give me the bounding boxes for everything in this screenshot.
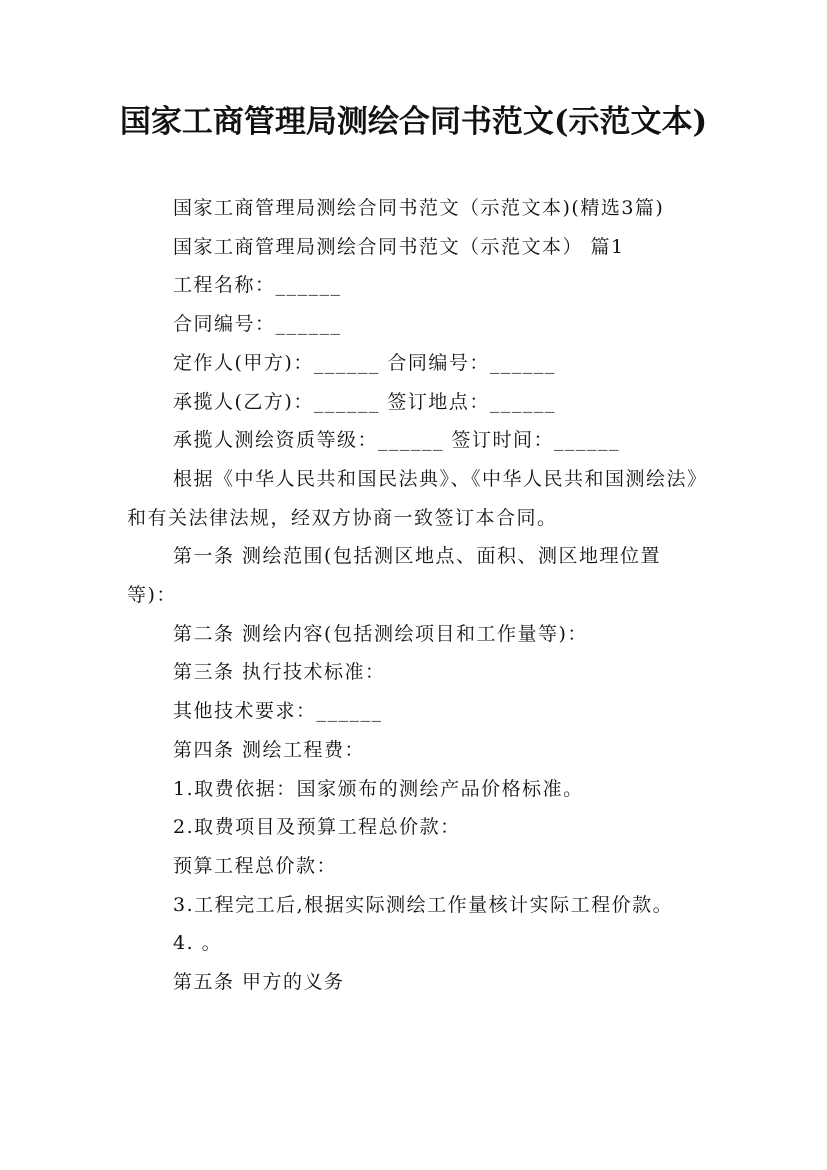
paragraph-article-5: 第五条 甲方的义务	[173, 971, 345, 994]
paragraph-section-heading: 国家工商管理局测绘合同书范文（示范文本） 篇1	[173, 235, 625, 258]
paragraph-intro: 国家工商管理局测绘合同书范文（示范文本)(精选3篇)	[173, 197, 665, 219]
paragraph-other-requirements: 其他技术要求：______	[173, 700, 383, 723]
paragraph-legal-basis: 根据《中华人民共和国民法典》、《中华人民共和国测绘法》和有关法律法规，经双方协商一致签订本合同。	[127, 467, 699, 529]
document-body	[127, 189, 707, 1002]
paragraph-party-a: 定作人(甲方)：______ 合同编号：______	[173, 351, 556, 374]
paragraph-budget-total: 预算工程总价款：	[173, 854, 338, 877]
paragraph-item-4: 4. 。	[173, 932, 223, 955]
paragraph-article-3: 第三条 执行技术标准：	[173, 661, 386, 684]
paragraph-contract-number: 合同编号：______	[173, 313, 342, 336]
paragraph-project-name: 工程名称：______	[173, 274, 342, 297]
paragraph-article-1: 第一条 测绘范围(包括测区地点、面积、测区地理位置等)：	[127, 545, 661, 607]
paragraph-final-price: 3.工程完工后,根据实际测绘工作量核计实际工程价款。	[173, 893, 674, 916]
paragraph-qualification: 承揽人测绘资质等级：______ 签订时间：______	[173, 429, 621, 452]
paragraph-article-4: 第四条 测绘工程费：	[173, 738, 366, 761]
paragraph-party-b: 承揽人(乙方)：______ 签订地点：______	[173, 390, 556, 413]
paragraph-fee-items: 2.取费项目及预算工程总价款：	[173, 816, 461, 839]
paragraph-article-2: 第二条 测绘内容(包括测绘项目和工作量等)：	[173, 622, 588, 645]
paragraph-fee-basis: 1.取费依据：国家颁布的测绘产品价格标准。	[173, 777, 584, 800]
document-title: 国家工商管理局测绘合同书范文(示范文本)	[119, 104, 708, 140]
